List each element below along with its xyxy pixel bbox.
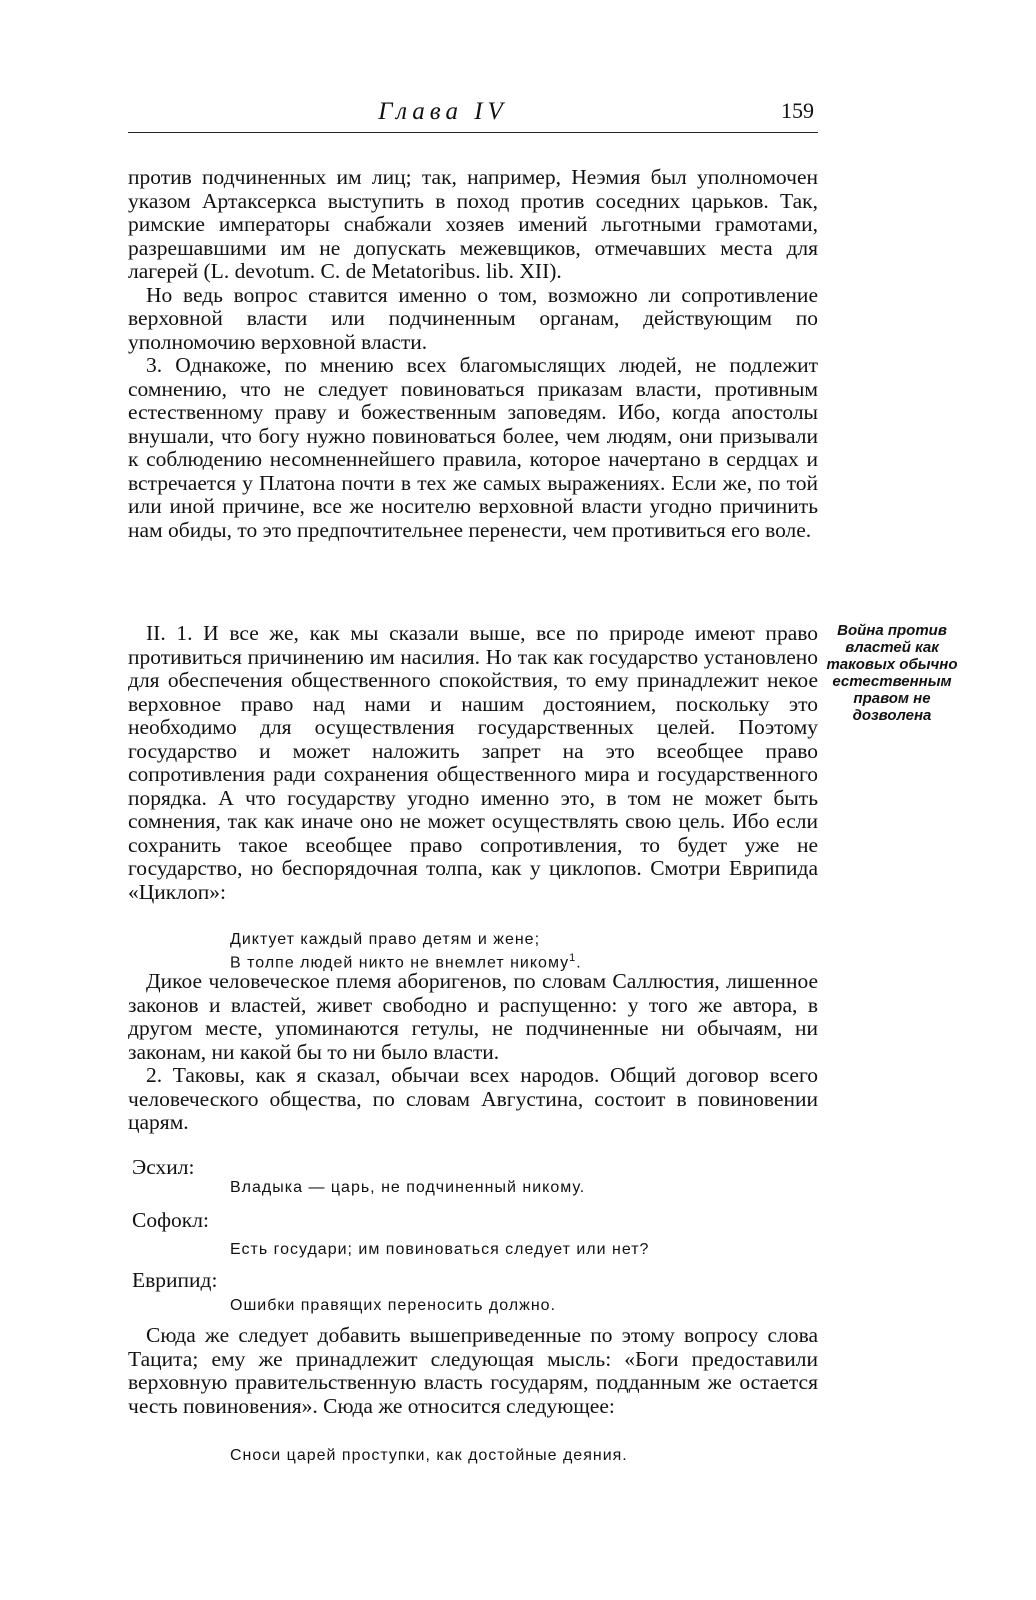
paragraph: против подчиненных им лиц; так, например, Неэмия был уполномочен указом Артаксеркса выступить в поход против соседних царьков. Так, римские императоры снабжали хозяев имений льготными грамотами, разрешавшими им не допускать межевщиков, отмечавших места для лагерей (L. devotum. C. de Metatoribus. lib. XII). bbox=[128, 165, 818, 283]
margin-note: Война против властей как таковых обычно естественным правом не дозволена bbox=[826, 622, 958, 724]
verse-line-end: . bbox=[576, 954, 582, 972]
paragraph: Но ведь вопрос ставится именно о том, возможно ли сопротивление верховной власти или подчиненным органам, действующим по уполномочию верховной власти. bbox=[128, 282, 818, 354]
text-block-3 bbox=[128, 970, 818, 1135]
footnote-marker: 1 bbox=[569, 952, 577, 964]
chapter-title: Глава IV bbox=[378, 98, 508, 125]
paragraph: Сюда же следует добавить вышеприведенные по этому вопросу слова Тацита; ему же принадлежит следующая мысль: «Боги предоставили верховную правительственную власть государям, подданным же остается честь повиновения». Сюда же относится следующее: bbox=[128, 1323, 818, 1418]
quote-final: Сноси царей проступки, как достойные деяния. bbox=[230, 1447, 628, 1464]
speaker-euripides: Еврипид: bbox=[132, 1268, 218, 1292]
text-block-4 bbox=[128, 1324, 818, 1418]
verse-quote-cyclops bbox=[230, 930, 830, 972]
speaker-aeschylus: Эсхил: bbox=[132, 1155, 195, 1179]
paragraph: II. 1. И все же, как мы сказали выше, все по природе имеют право противиться причинению им насилия. Но так как государство установлено для обеспечения общественного спокойствия, то ему принадлежит некое верховное право над нами и нашим достоянием, поскольку это необходимо для осуществления государственных целей. Поэтому государство и может наложить запрет на это всеобщее право сопротивления ради сохранения общественного мира и государственного порядка. А что государству угодно именно это, в том не может быть сомнения, так как иначе оно не может осуществлять свою цель. Ибо если сохранить такое всеобщее право сопротивления, то будет уже не государство, но беспорядочная толпа, как у циклопов. Смотри Еврипида «Циклоп»: bbox=[128, 621, 818, 904]
paragraph: Дикое человеческое племя аборигенов, по словам Саллюстия, лишенное законов и властей, живет свободно и распущенно: у того же автора, в другом месте, упоминаются гетулы, не подчиненные ни обычаям, ни законам, ни какой бы то ни было власти. bbox=[128, 969, 818, 1064]
running-header bbox=[128, 98, 818, 133]
page-number: 159 bbox=[781, 98, 814, 123]
text-block-1 bbox=[128, 166, 818, 542]
speaker-sophocles: Софокл: bbox=[132, 1208, 209, 1232]
quote-euripides: Ошибки правящих переносить должно. bbox=[230, 1297, 556, 1314]
verse-line-text: В толпе людей никто не внемлет никому bbox=[230, 954, 570, 972]
paragraph: 3. Однакоже, по мнению всех благомыслящих людей, не подлежит сомнению, что не следует повиноваться приказам власти, противным естественному праву и божественным заповедям. Ибо, когда апостолы внушали, что богу нужно повиноваться более, чем людям, они призывали к соблюдению несомненнейшего правила, которое начертано в сердцах и встречается у Платона почти в тех же самых выражениях. Если же, по той или иной причине, все же носителю верховной власти угодно причинить нам обиды, то это предпочтительнее перенести, чем противиться его воле. bbox=[128, 353, 818, 542]
quote-sophocles: Есть государи; им повиноваться следует или нет? bbox=[230, 1241, 650, 1258]
quote-aeschylus: Владыка — царь, не подчиненный никому. bbox=[230, 1179, 586, 1196]
text-block-2 bbox=[128, 622, 818, 904]
paragraph: 2. Таковы, как я сказал, обычаи всех народов. Общий договор всего человеческого общества, по словам Августина, состоит в повиновении царям. bbox=[128, 1063, 818, 1134]
verse-line: Диктует каждый право детям и жене; bbox=[230, 931, 541, 948]
